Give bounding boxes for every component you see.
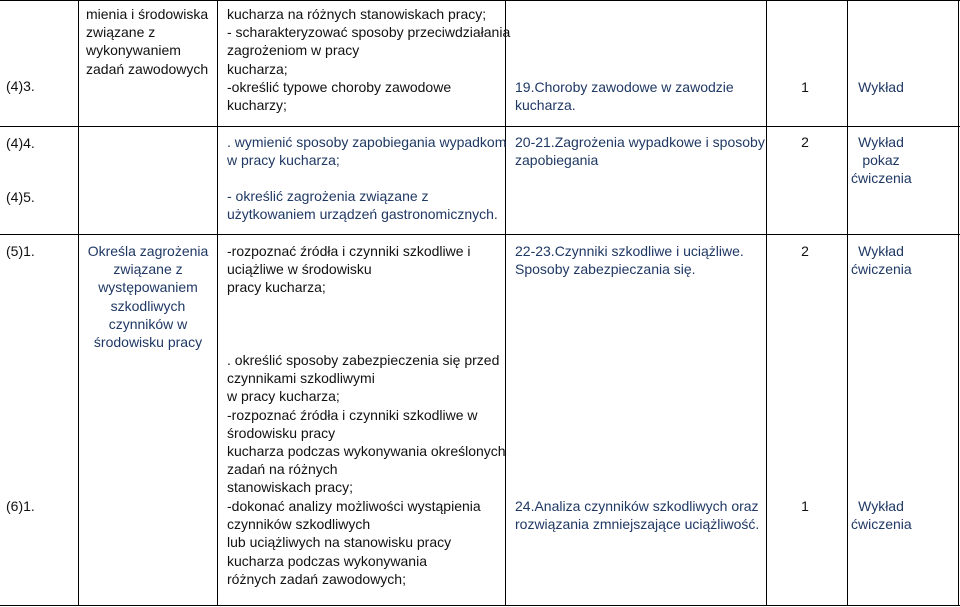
hours-count: 1 xyxy=(801,79,809,95)
criteria-text: kucharza na różnych stanowiskach pracy; - scharakteryzować sposoby przeciwdziałania zagrożeniom w pracy kucharza; -określić typowe choroby zawodowe kucharzy; xyxy=(227,6,511,114)
lesson-topic: 24.Analiza czynników szkodliwych oraz rozwiązania zmniejszające uciążliwość. xyxy=(515,498,760,533)
criteria-text: -dokonać analizy możliwości wystąpienia czynników szkodliwych lub uciążliwych na stanowisku pracy kucharza podczas wykonywania różnych zadań zawodowych; xyxy=(227,498,481,587)
column-divider xyxy=(847,0,848,606)
row-divider xyxy=(0,234,960,235)
hours-count: 2 xyxy=(801,243,809,259)
lesson-form: Wykład pokaz ćwiczenia xyxy=(851,134,912,187)
lesson-form: Wykład xyxy=(858,79,904,95)
criteria-text: -rozpoznać źródła i czynniki szkodliwe i uciążliwe w środowisku pracy kucharza; xyxy=(227,243,471,296)
row-divider xyxy=(0,126,960,127)
lesson-topic: 20-21.Zagrożenia wypadkowe i sposoby zapobiegania xyxy=(515,134,765,169)
row-code: (4)3. xyxy=(6,78,35,94)
criteria-text: - określić zagrożenia związane z użytkowaniem urządzeń gastronomicznych. xyxy=(227,188,498,223)
column-divider xyxy=(78,0,79,606)
effect-description: mienia i środowiska związane z wykonywaniem zadań zawodowych xyxy=(86,6,209,77)
row-code: (4)4. xyxy=(6,135,35,151)
column-divider xyxy=(766,0,767,606)
lesson-topic: 22-23.Czynniki szkodliwe i uciążliwe. Sposoby zabezpieczania się. xyxy=(515,243,744,278)
lesson-topic: 19.Choroby zawodowe w zawodzie kucharza. xyxy=(515,79,734,114)
table-bottom-border xyxy=(0,605,960,606)
hours-count: 1 xyxy=(801,498,809,514)
hours-count: 2 xyxy=(801,134,809,150)
column-divider xyxy=(217,0,218,606)
criteria-text: . wymienić sposoby zapobiegania wypadkom w pracy kucharza; xyxy=(227,134,507,169)
effect-description: Określa zagrożenia związane z występowaniem szkodliwych czynników w środowisku pracy xyxy=(87,243,209,351)
column-divider xyxy=(958,0,959,606)
table-top-border xyxy=(0,0,960,1)
criteria-text: . określić sposoby zabezpieczenia się przed czynnikami szkodliwymi w pracy kucharza; -rozpoznać źródła i czynniki szkodliwe w środowisku pracy kucharza podczas wykonywania określonych zadań na różnych stanowiskach pracy; xyxy=(227,352,506,496)
row-code: (5)1. xyxy=(6,243,35,259)
row-code: (6)1. xyxy=(6,498,35,514)
lesson-form: Wykład ćwiczenia xyxy=(851,243,912,278)
row-code: (4)5. xyxy=(6,189,35,205)
lesson-form: Wykład ćwiczenia xyxy=(851,498,912,533)
